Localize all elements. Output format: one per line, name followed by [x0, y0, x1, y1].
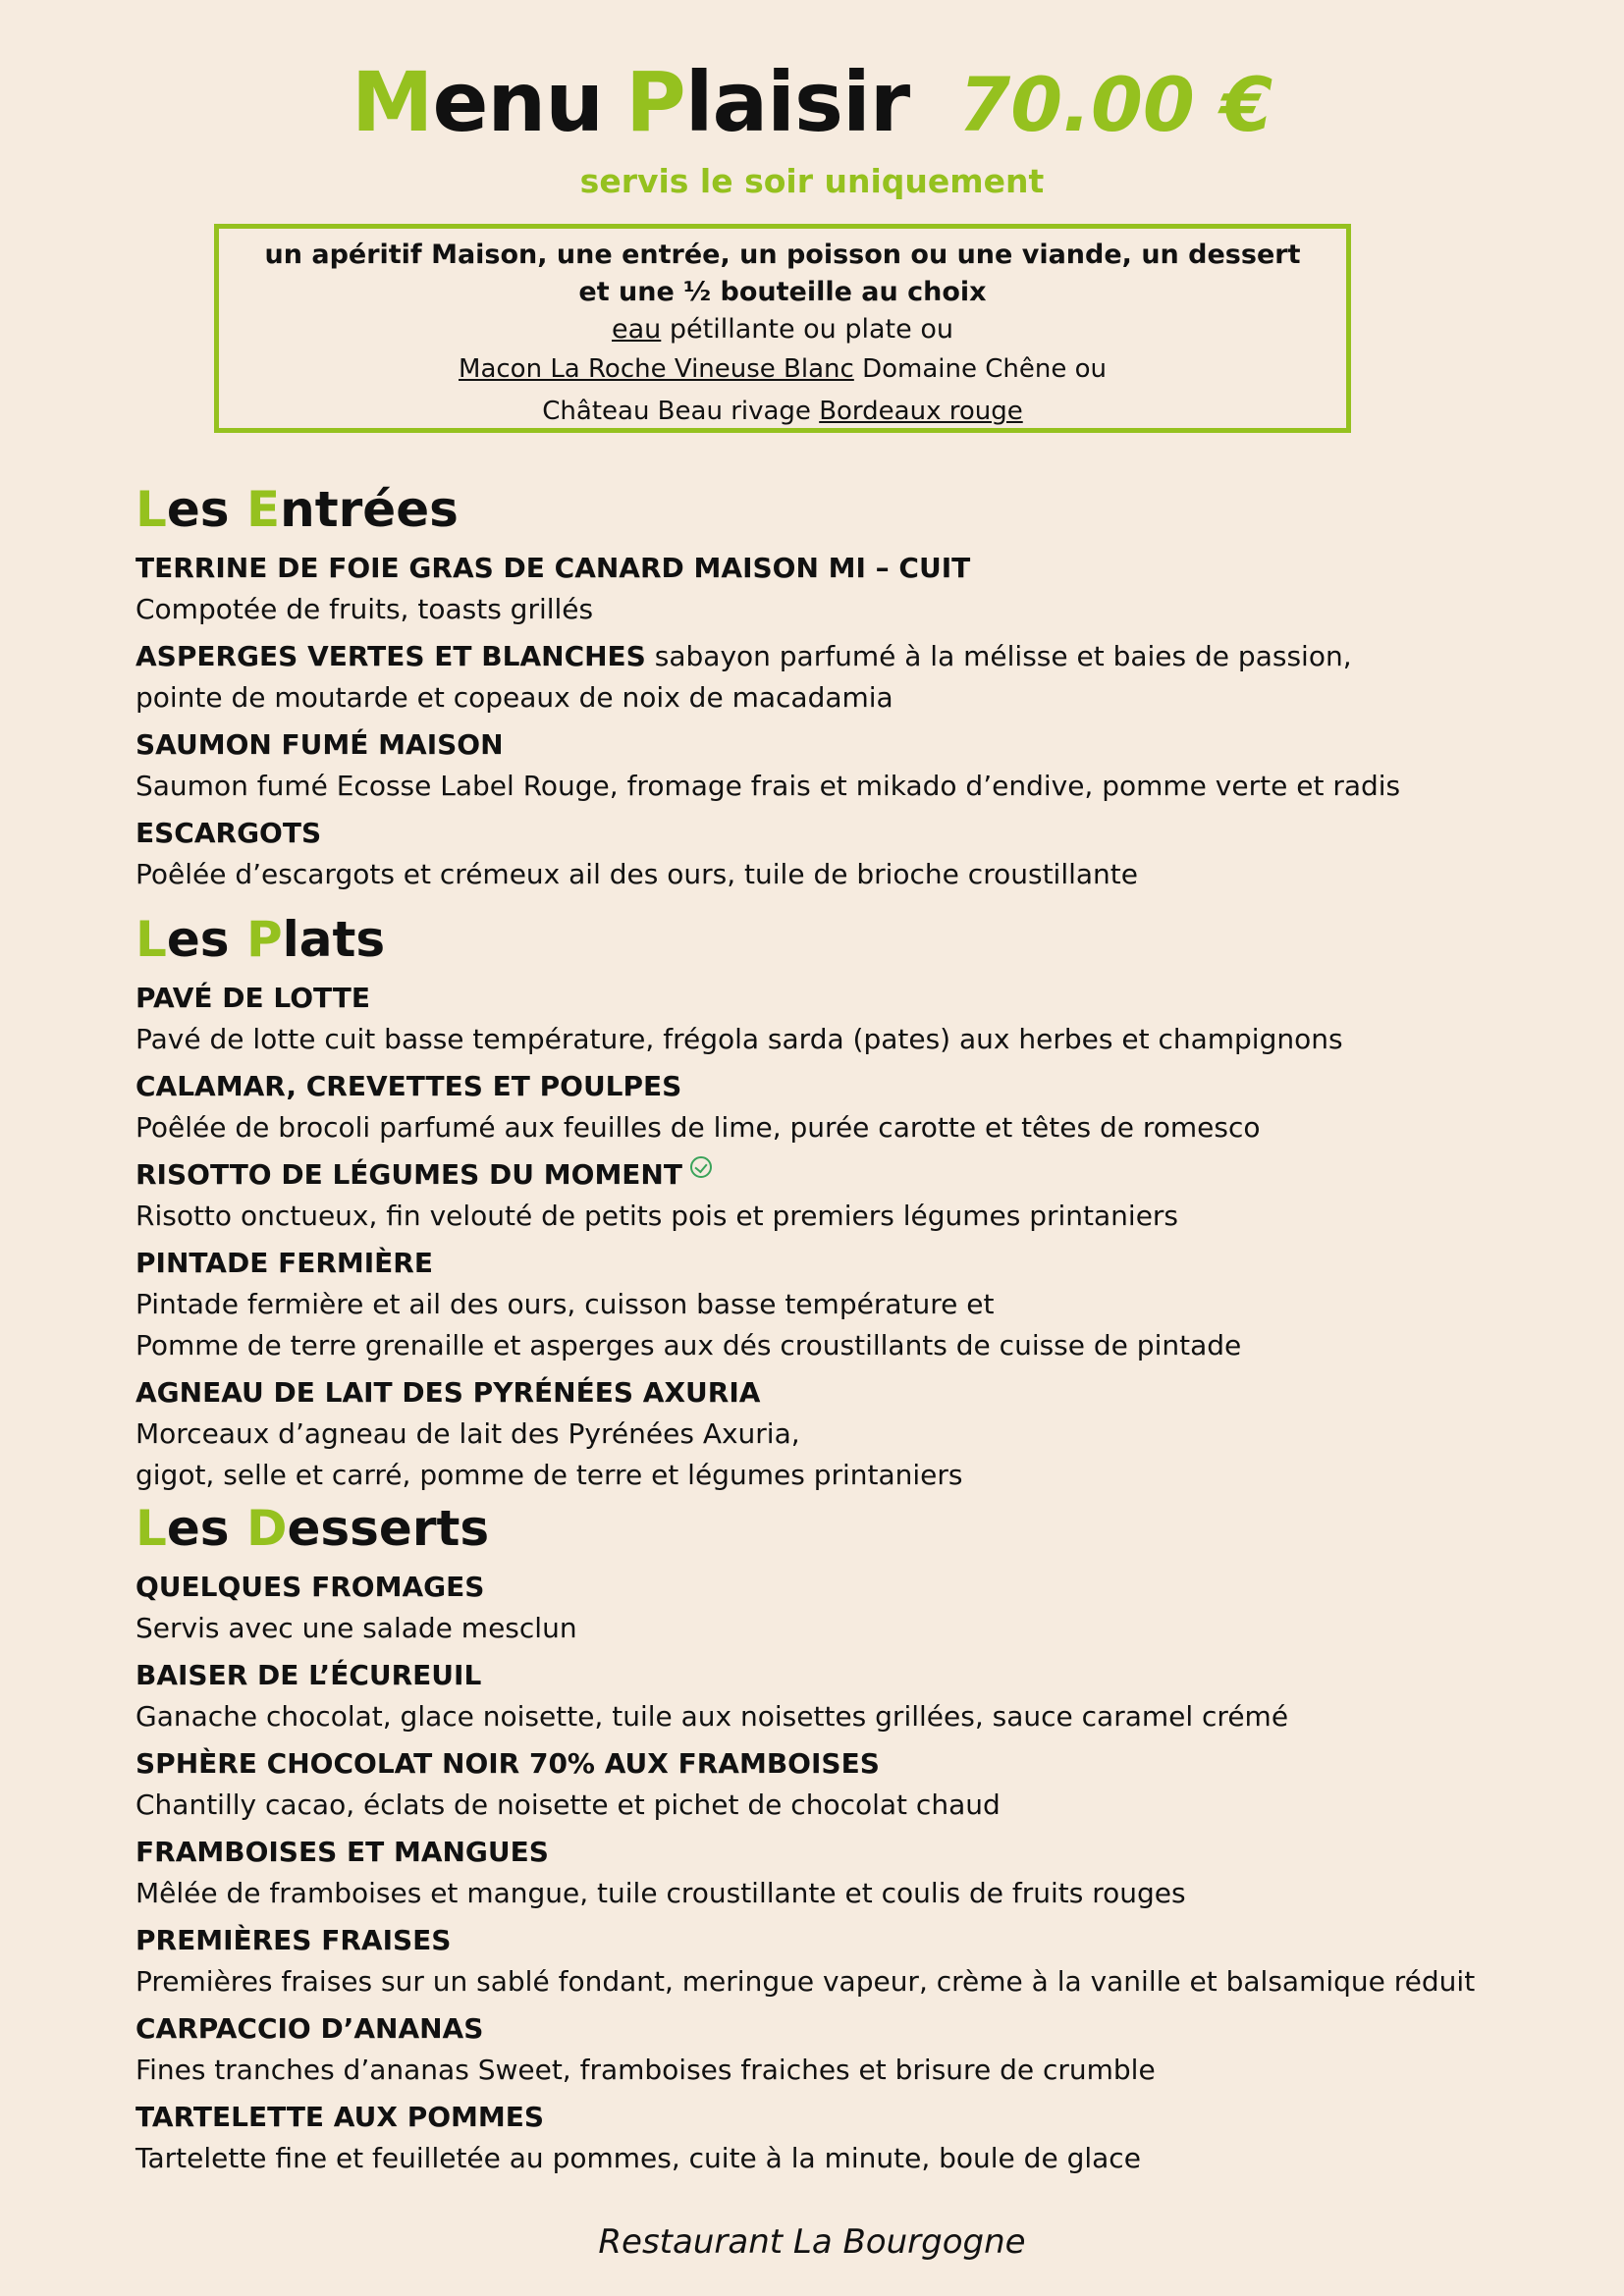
- title-initial-m: M: [351, 54, 433, 150]
- offer-line-5: [219, 391, 1346, 433]
- title-part: es: [166, 481, 246, 538]
- dish-desc: Pintade fermière et ail des ours, cuisson basse température et: [135, 1288, 995, 1320]
- initial-e: E: [245, 481, 281, 538]
- restaurant-footer: Restaurant La Bourgogne: [598, 2222, 1026, 2262]
- section-title-entrees: [135, 481, 1530, 538]
- dish-desc: Premières fraises sur un sablé fondant, meringue vapeur, crème à la vanille et balsamique réduit: [135, 1965, 1476, 1998]
- dish-inline-desc: sabayon parfumé à la mélisse et baies de passion,: [645, 640, 1352, 672]
- offer-line-5-pre: Château Beau rivage: [542, 397, 820, 426]
- dish-name: AGNEAU DE LAIT DES PYRÉNÉES AXURIA: [135, 1376, 761, 1409]
- section-title-plats: [135, 911, 1530, 968]
- dish-item: [135, 1154, 1530, 1237]
- title-part: esserts: [287, 1500, 490, 1557]
- dish-name-line: [135, 1154, 1530, 1196]
- initial-l: L: [135, 911, 167, 968]
- dish-desc: Fines tranches d’ananas Sweet, framboises fraiches et brisure de crumble: [135, 2054, 1156, 2086]
- menu-title: [0, 54, 1624, 150]
- dish-name: CALAMAR, CREVETTES ET POULPES: [135, 1070, 682, 1102]
- dish-desc: Servis avec une salade mesclun: [135, 1612, 577, 1644]
- title-part: es: [166, 1500, 246, 1557]
- dish-name: PINTADE FERMIÈRE: [135, 1247, 433, 1279]
- dish-desc: Ganache chocolat, glace noisette, tuile aux noisettes grillées, sauce caramel crémé: [135, 1700, 1289, 1733]
- dish-item: [135, 636, 1530, 719]
- initial-l: L: [135, 1500, 167, 1557]
- offer-line-2: et une ½ bouteille au choix: [578, 277, 987, 307]
- offer-box: [214, 224, 1351, 433]
- dish-item: [135, 2008, 1530, 2091]
- offer-white-wine: Macon La Roche Vineuse Blanc: [459, 354, 854, 384]
- dish-name: BAISER DE L’ÉCUREUIL: [135, 1659, 482, 1691]
- title-part: ntrées: [280, 481, 459, 538]
- dish-item: [135, 548, 1530, 630]
- title-plaisir: [625, 54, 909, 150]
- dish-name: TERRINE DE FOIE GRAS DE CANARD MAISON MI – CUIT: [135, 552, 971, 584]
- dish-item: [135, 2097, 1530, 2179]
- offer-line-3-rest: pétillante ou plate ou: [661, 314, 953, 345]
- dish-name: CARPACCIO D’ANANAS: [135, 2012, 484, 2045]
- dish-name: SAUMON FUMÉ MAISON: [135, 728, 504, 761]
- menu-price: 70.00 €: [958, 61, 1273, 148]
- dish-name: FRAMBOISES ET MANGUES: [135, 1836, 549, 1868]
- dish-item: [135, 1243, 1530, 1366]
- dish-item: [135, 1920, 1530, 2002]
- initial-l: L: [135, 481, 167, 538]
- dish-name: PREMIÈRES FRAISES: [135, 1924, 452, 1956]
- dish-desc: Poêlée d’escargots et crémeux ail des ours, tuile de brioche croustillante: [135, 858, 1138, 890]
- title-initial-p: P: [625, 54, 685, 150]
- dish-desc: pointe de moutarde et copeaux de noix de macadamia: [135, 681, 893, 714]
- offer-line-1: un apéritif Maison, une entrée, un poisson ou une viande, un dessert: [264, 240, 1301, 270]
- dish-desc: Pavé de lotte cuit basse température, frégola sarda (pates) aux herbes et champignons: [135, 1023, 1343, 1055]
- initial-p: P: [245, 911, 283, 968]
- dish-desc-2: gigot, selle et carré, pomme de terre et légumes printaniers: [135, 1459, 963, 1491]
- dish-item: [135, 1372, 1530, 1496]
- dish-name: ESCARGOTS: [135, 817, 322, 849]
- title-laisir: laisir: [684, 54, 910, 150]
- dish-item: [135, 1832, 1530, 1914]
- offer-line-4-rest: Domaine Chêne ou: [853, 354, 1107, 384]
- initial-d: D: [245, 1500, 288, 1557]
- dish-item: [135, 1655, 1530, 1737]
- menu-subtitle: servis le soir uniquement: [579, 162, 1045, 200]
- dish-desc: Morceaux d’agneau de lait des Pyrénées Axuria,: [135, 1417, 800, 1450]
- title-enu: enu: [432, 54, 604, 150]
- dish-name: QUELQUES FROMAGES: [135, 1571, 485, 1603]
- dish-name: ASPERGES VERTES ET BLANCHES: [135, 640, 646, 672]
- dish-desc: Mêlée de framboises et mangue, tuile croustillante et coulis de fruits rouges: [135, 1877, 1186, 1909]
- offer-line-3: [219, 311, 1346, 348]
- offer-water: eau: [612, 314, 662, 345]
- dish-desc: Risotto onctueux, fin velouté de petits pois et premiers légumes printaniers: [135, 1200, 1179, 1232]
- title-menu: [352, 54, 603, 150]
- dish-item: [135, 1743, 1530, 1826]
- dish-name: RISOTTO DE LÉGUMES DU MOMENT: [135, 1158, 682, 1191]
- dish-name: PAVÉ DE LOTTE: [135, 982, 370, 1014]
- offer-line-4: [219, 348, 1346, 391]
- dish-item: [135, 813, 1530, 895]
- dish-desc: Chantilly cacao, éclats de noisette et pichet de chocolat chaud: [135, 1789, 1001, 1821]
- dish-desc: Compotée de fruits, toasts grillés: [135, 593, 594, 625]
- section-title-desserts: [135, 1500, 1530, 1557]
- title-part: es: [166, 911, 246, 968]
- section-plats: [135, 911, 1530, 1502]
- dish-name: SPHÈRE CHOCOLAT NOIR 70% AUX FRAMBOISES: [135, 1747, 880, 1780]
- dish-item: [135, 978, 1530, 1060]
- vegetarian-icon: [690, 1156, 712, 1178]
- dish-item: [135, 1567, 1530, 1649]
- dish-item: [135, 724, 1530, 807]
- dish-desc: Saumon fumé Ecosse Label Rouge, fromage frais et mikado d’endive, pomme verte et radis: [135, 770, 1401, 802]
- dish-name-line: [135, 636, 1530, 677]
- offer-red-wine: Bordeaux rouge: [819, 397, 1023, 426]
- title-part: lats: [282, 911, 386, 968]
- section-entrees: [135, 481, 1530, 901]
- dish-desc: Poêlée de brocoli parfumé aux feuilles de lime, purée carotte et têtes de romesco: [135, 1111, 1261, 1144]
- dish-item: [135, 1066, 1530, 1148]
- dish-desc: Tartelette fine et feuilletée au pommes, cuite à la minute, boule de glace: [135, 2142, 1141, 2174]
- dish-name: TARTELETTE AUX POMMES: [135, 2101, 545, 2133]
- section-desserts: [135, 1500, 1530, 2185]
- dish-desc-2: Pomme de terre grenaille et asperges aux dés croustillants de cuisse de pintade: [135, 1329, 1242, 1362]
